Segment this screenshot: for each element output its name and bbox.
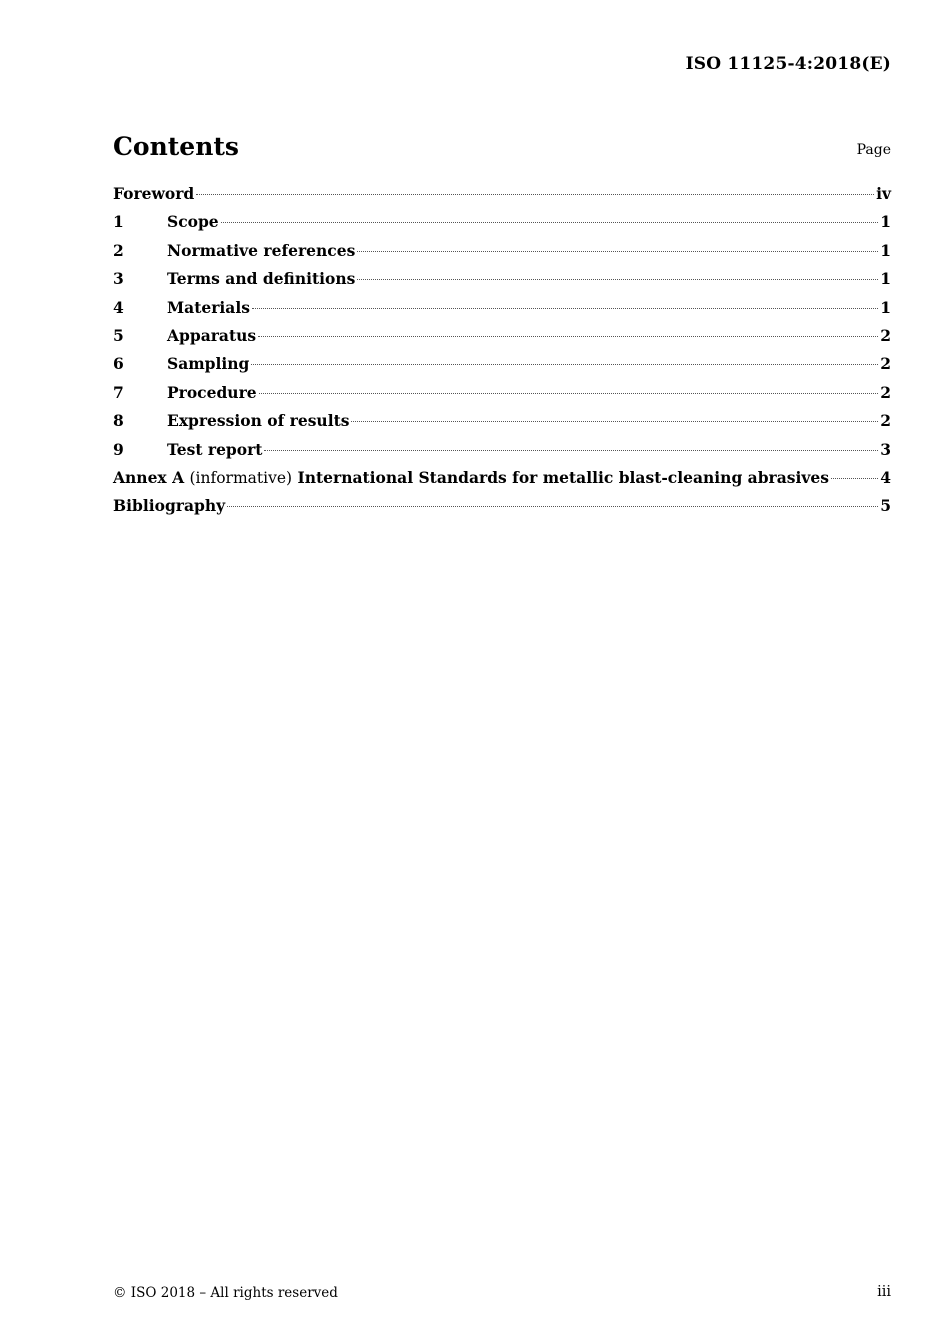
toc-entry-title: Test report	[167, 439, 263, 459]
toc-entry-scope[interactable]	[113, 212, 891, 240]
toc-entry-number: 9	[113, 439, 124, 459]
toc-entry-page: iv	[876, 184, 891, 203]
dot-leader	[227, 506, 878, 507]
dot-leader	[251, 364, 878, 365]
toc-entry-procedure[interactable]	[113, 383, 891, 411]
toc-entry-page: 4	[880, 467, 891, 487]
toc-entry-number: 8	[113, 411, 124, 431]
toc-entry-title: Expression of results	[167, 411, 350, 431]
toc-entry-page: 1	[880, 212, 891, 232]
contents-heading: Contents	[113, 132, 240, 161]
annex-title: International Standards for metallic blast-cleaning abrasives	[297, 467, 829, 487]
page-column-label: Page	[856, 142, 891, 158]
annex-type: (informative)	[189, 468, 293, 487]
toc-entry-title: Terms and definitions	[167, 269, 356, 289]
toc-entry-title: Bibliography	[113, 496, 226, 516]
dot-leader	[258, 336, 878, 337]
toc-entry-apparatus[interactable]	[113, 326, 891, 354]
toc-entry-number: 2	[113, 240, 124, 260]
toc-entry-materials[interactable]	[113, 298, 891, 326]
dot-leader	[259, 393, 879, 394]
toc-entry-title: Scope	[167, 212, 219, 232]
toc-entry-title: Sampling	[167, 354, 250, 374]
toc-entry-title	[113, 468, 829, 487]
toc-entry-title: Procedure	[167, 382, 257, 402]
toc-entry-number: 3	[113, 269, 124, 289]
toc-entry-page: 1	[880, 269, 891, 289]
toc-entry-page: 2	[880, 354, 891, 374]
toc-entry-annex-a[interactable]	[113, 468, 891, 496]
toc-entry-number: 6	[113, 354, 124, 374]
toc-entry-number: 5	[113, 325, 124, 345]
toc-entry-title: Materials	[167, 297, 250, 317]
copyright-notice: © ISO 2018 – All rights reserved	[113, 1285, 338, 1301]
toc-entry-bibliography[interactable]	[113, 496, 891, 524]
toc-entry-title: Normative references	[167, 240, 356, 260]
toc-entry-page: 2	[880, 411, 891, 431]
page-number: iii	[877, 1284, 891, 1300]
toc-entry-page: 1	[880, 297, 891, 317]
toc-entry-title: Foreword	[113, 184, 195, 203]
toc-entry-foreword[interactable]	[113, 184, 891, 212]
dot-leader	[252, 308, 878, 309]
toc-entry-terms-and-definitions[interactable]	[113, 269, 891, 297]
toc-entry-number: 4	[113, 297, 124, 317]
toc-entry-page: 3	[880, 439, 891, 459]
toc-entry-page: 1	[880, 240, 891, 260]
dot-leader	[221, 222, 879, 223]
toc-entry-sampling[interactable]	[113, 354, 891, 382]
toc-entry-page: 5	[880, 496, 891, 516]
dot-leader	[351, 421, 878, 422]
dot-leader	[831, 478, 878, 479]
toc-entry-page: 2	[880, 382, 891, 402]
dot-leader	[264, 450, 878, 451]
table-of-contents	[113, 184, 891, 525]
toc-entry-page: 2	[880, 325, 891, 345]
toc-entry-number: 1	[113, 212, 124, 232]
dot-leader	[196, 194, 874, 195]
dot-leader	[357, 251, 878, 252]
annex-label: Annex A	[113, 467, 185, 487]
toc-entry-test-report[interactable]	[113, 440, 891, 468]
toc-entry-title: Apparatus	[167, 325, 257, 345]
toc-entry-expression-of-results[interactable]	[113, 411, 891, 439]
dot-leader	[357, 279, 878, 280]
toc-entry-normative-references[interactable]	[113, 241, 891, 269]
document-id: ISO 11125-4:2018(E)	[685, 54, 891, 74]
toc-entry-number: 7	[113, 382, 124, 402]
